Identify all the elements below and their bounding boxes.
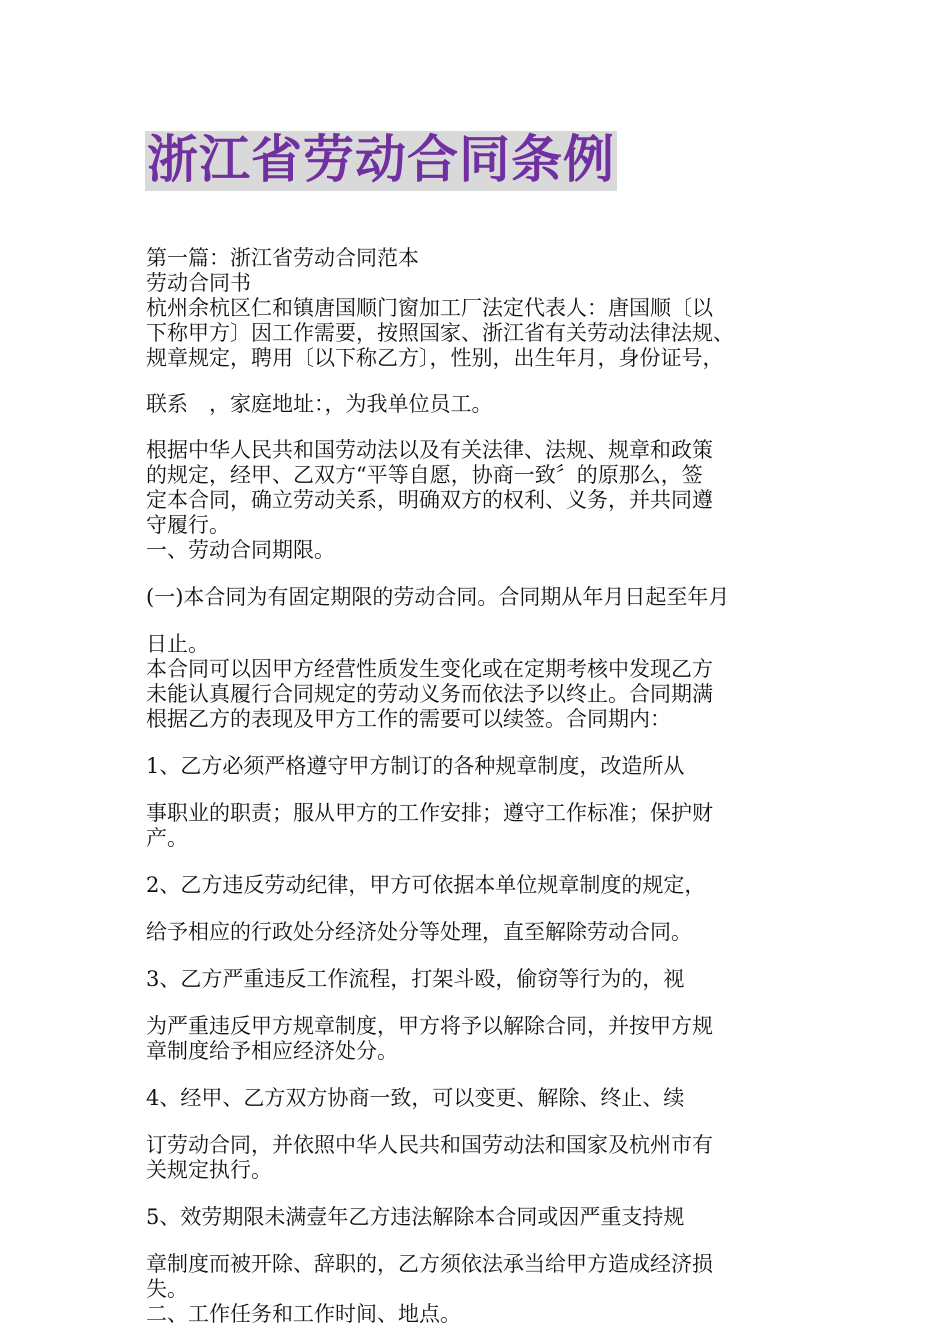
document-body [146, 246, 826, 1327]
text-line: 日止。 [146, 632, 209, 656]
text-line: 定本合同，确立劳动关系，明确双方的权利、义务，并共同遵 [146, 488, 713, 512]
text-line: 订劳动合同，并依照中华人民共和国劳动法和国家及杭州市有 [146, 1133, 713, 1157]
text-line: 产。 [146, 826, 188, 850]
text-line: 下称甲方〕因工作需要，按照国家、浙江省有关劳动法律法规、 [146, 321, 734, 345]
title-highlight [145, 131, 617, 191]
text-line: 联系 ，家庭地址：，为我单位员工。 [146, 392, 493, 416]
text-line: 事职业的职责；服从甲方的工作安排；遵守工作标准；保护财 [146, 801, 713, 825]
document-title: 浙江省劳动合同条例 [147, 131, 616, 190]
text-line: 杭州余杭区仁和镇唐国顺门窗加工厂法定代表人：唐国顺〔以 [146, 296, 713, 320]
text-line: 章制度给予相应经济处分。 [146, 1039, 398, 1063]
text-line: 5、效劳期限未满壹年乙方违法解除本合同或因严重支持规 [146, 1205, 685, 1229]
text-line: 给予相应的行政处分经济处分等处理，直至解除劳动合同。 [146, 920, 692, 944]
text-line: 守履行。 [146, 513, 230, 537]
text-line: 章制度而被开除、辞职的，乙方须依法承当给甲方造成经济损 [146, 1252, 713, 1276]
text-line: 2、乙方违反劳动纪律，甲方可依据本单位规章制度的规定， [146, 873, 706, 897]
text-line: 劳动合同书 [146, 271, 251, 295]
text-line: (一)本合同为有固定期限的劳动合同。合同期从年月日起至年月 [146, 585, 730, 609]
section-heading: 二、工作任务和工作时间、地点。 [146, 1302, 461, 1326]
text-line: 本合同可以因甲方经营性质发生变化或在定期考核中发现乙方 [146, 657, 713, 681]
text-line: 3、乙方严重违反工作流程，打架斗殴，偷窃等行为的，视 [146, 967, 685, 991]
text-line: 关规定执行。 [146, 1158, 272, 1182]
text-line: 的规定，经甲、乙双方“平等自愿，协商一致〞的原那么，签 [146, 463, 703, 487]
section-heading: 一、劳动合同期限。 [146, 538, 335, 562]
text-line: 4、经甲、乙方双方协商一致，可以变更、解除、终止、续 [146, 1086, 685, 1110]
text-line: 根据乙方的表现及甲方工作的需要可以续签。合同期内： [146, 707, 671, 731]
text-line: 规章规定，聘用〔以下称乙方〕，性别，出生年月，身份证号， [146, 346, 724, 370]
text-line: 1、乙方必须严格遵守甲方制订的各种规章制度，改造所从 [146, 754, 685, 778]
text-line: 失。 [146, 1277, 188, 1301]
text-line: 为严重违反甲方规章制度，甲方将予以解除合同，并按甲方规 [146, 1014, 713, 1038]
text-line: 根据中华人民共和国劳动法以及有关法律、法规、规章和政策 [146, 438, 713, 462]
text-line: 第一篇：浙江省劳动合同范本 [146, 246, 419, 270]
text-line: 未能认真履行合同规定的劳动义务而依法予以终止。合同期满 [146, 682, 713, 706]
